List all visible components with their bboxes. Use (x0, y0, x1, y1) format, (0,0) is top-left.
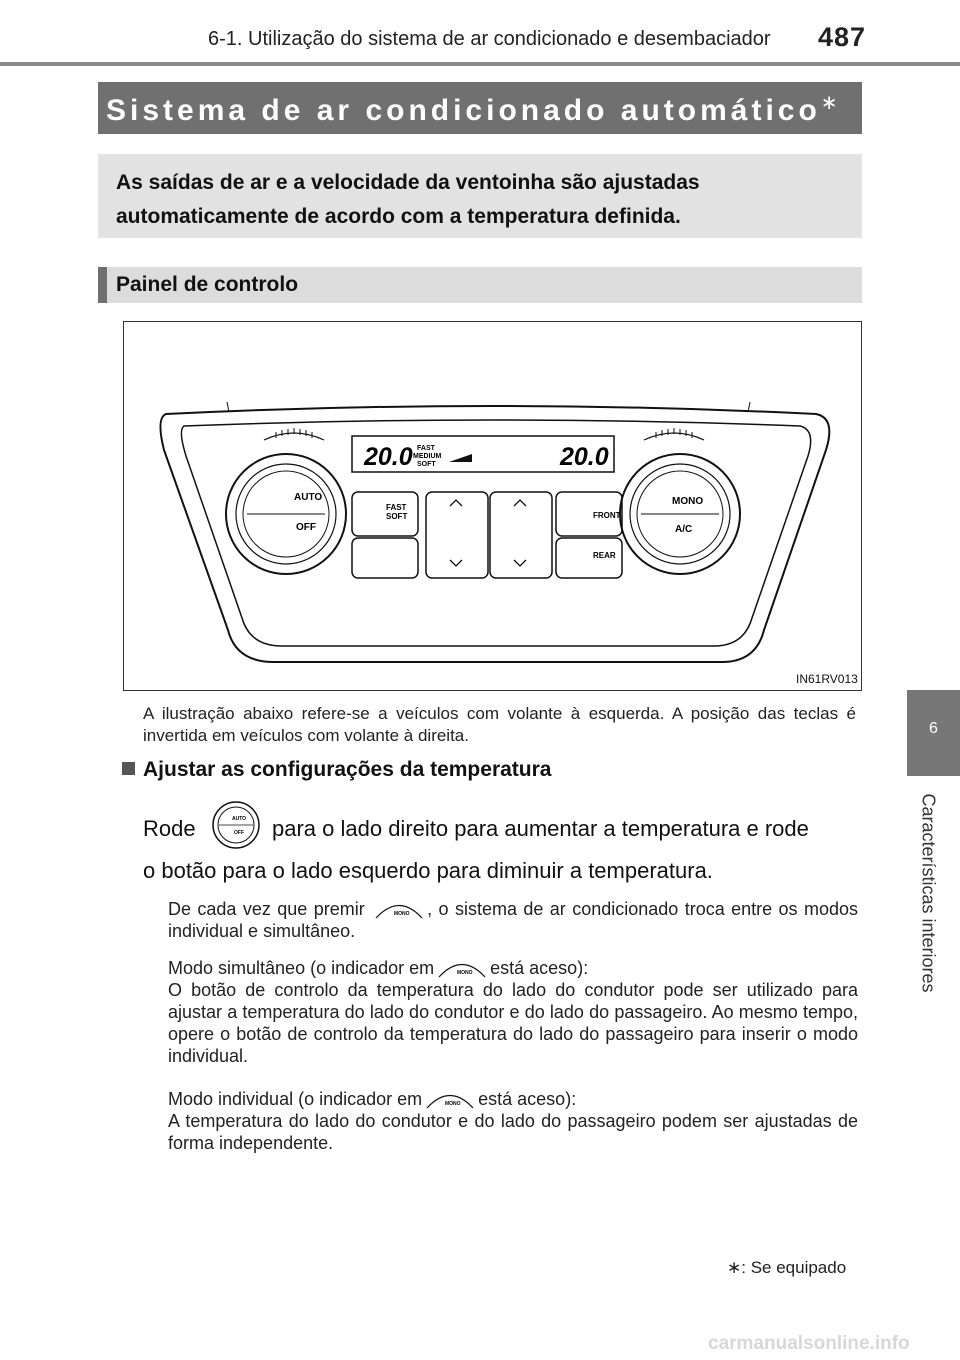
simultaneous-paragraph (168, 957, 858, 1067)
mono-label: MONO (672, 496, 704, 507)
ac-label: A/C (675, 524, 693, 535)
fan-mode-soft: SOFT (417, 461, 436, 468)
subheading: Painel de controlo (116, 273, 299, 296)
figure-code: IN61RV013 (796, 672, 858, 686)
para2-before: Modo simultâneo (o indicador em (168, 958, 435, 978)
page-title (106, 90, 838, 128)
para3-before: Modo individual (o indicador em (168, 1089, 423, 1109)
section-heading (122, 758, 551, 782)
title-bar (98, 82, 862, 134)
temp-instruction-line1 (143, 816, 196, 842)
intro-text: As saídas de ar e a velocidade da ventoinha são ajustadas automaticamente de acordo com a temperatura definida. (116, 171, 700, 228)
subheading-bar (98, 267, 862, 303)
auto-label: AUTO (294, 492, 323, 503)
para2-title (168, 957, 858, 979)
footnote-marker: ∗ (727, 1258, 742, 1277)
mono-button-icon (437, 958, 487, 978)
para1-before: De cada vez que premir (168, 899, 365, 919)
chapter-label (915, 790, 941, 995)
soft-label: SOFT (386, 512, 408, 521)
para3-after: está aceso): (478, 1089, 577, 1109)
fast-label: FAST (386, 503, 407, 512)
section-bullet (122, 762, 135, 775)
para1-after: , o sistema de ar condicionado troca entre os modos individual e simultâneo. (168, 899, 858, 941)
front-label: FRONT (593, 511, 621, 520)
off-label: OFF (296, 522, 316, 533)
orientation-note: A ilustração abaixo refere-se a veículos com volante à esquerda. A posição das teclas é invertida em veículos com volante à direita. (143, 704, 856, 745)
temperature-knob-icon (211, 800, 261, 850)
control-panel-figure (123, 321, 862, 691)
para3-title (168, 1088, 858, 1110)
mono-paragraph (168, 898, 858, 942)
rear-label: REAR (593, 551, 616, 560)
page-number: 487 (818, 22, 867, 52)
chapter-title: Características interiores (918, 792, 939, 993)
subheading-marker (98, 267, 107, 303)
mono-button-icon (425, 1089, 475, 1109)
individual-paragraph (168, 1088, 858, 1154)
mono-icon-label: MONO (394, 911, 410, 917)
fan-mode-medium: MEDIUM (413, 453, 442, 460)
line1-before: Rode (143, 816, 196, 841)
knob-auto-label: AUTO (232, 816, 247, 822)
footnote (727, 1258, 846, 1278)
header-section-title: 6-1. Utilização do sistema de ar condicionado e desembaciador (208, 28, 771, 50)
header-rule (0, 62, 960, 66)
control-panel-illustration (124, 322, 861, 690)
para2-after: está aceso): (490, 958, 589, 978)
para2-body: O botão de controlo da temperatura do lado do condutor pode ser utilizado para ajustar a temperatura do lado do condutor e do lado do passageiro. Ao mesmo tempo, opere o botão de controlo da temperatura do lado do passageiro para inserir o modo individual. (168, 980, 858, 1066)
fan-mode-fast: FAST (417, 445, 435, 452)
watermark: carmanualsonline.info (708, 1333, 910, 1354)
chapter-tab[interactable]: 6 (907, 690, 960, 776)
mono-button-icon (374, 899, 424, 919)
left-temp-display: 20.0 (364, 443, 413, 471)
knob-off-label: OFF (234, 830, 244, 836)
para3-body: A temperatura do lado do condutor e do lado do passageiro podem ser ajustadas de forma independente. (168, 1111, 858, 1153)
section-heading-text: Ajustar as configurações da temperatura (143, 758, 552, 781)
mono-icon-label: MONO (445, 1101, 461, 1107)
footnote-text: : Se equipado (741, 1258, 847, 1277)
right-temp-display: 20.0 (560, 443, 609, 471)
line1-after: para o lado direito para aumentar a temperatura e rode (272, 816, 809, 841)
intro-box (98, 154, 862, 238)
equipped-marker: ∗ (820, 92, 838, 114)
temp-instruction-line2: o botão para o lado esquerdo para diminuir a temperatura. (143, 858, 713, 883)
mono-icon-label: MONO (457, 970, 473, 976)
page-title-text: Sistema de ar condicionado automático (106, 94, 821, 127)
